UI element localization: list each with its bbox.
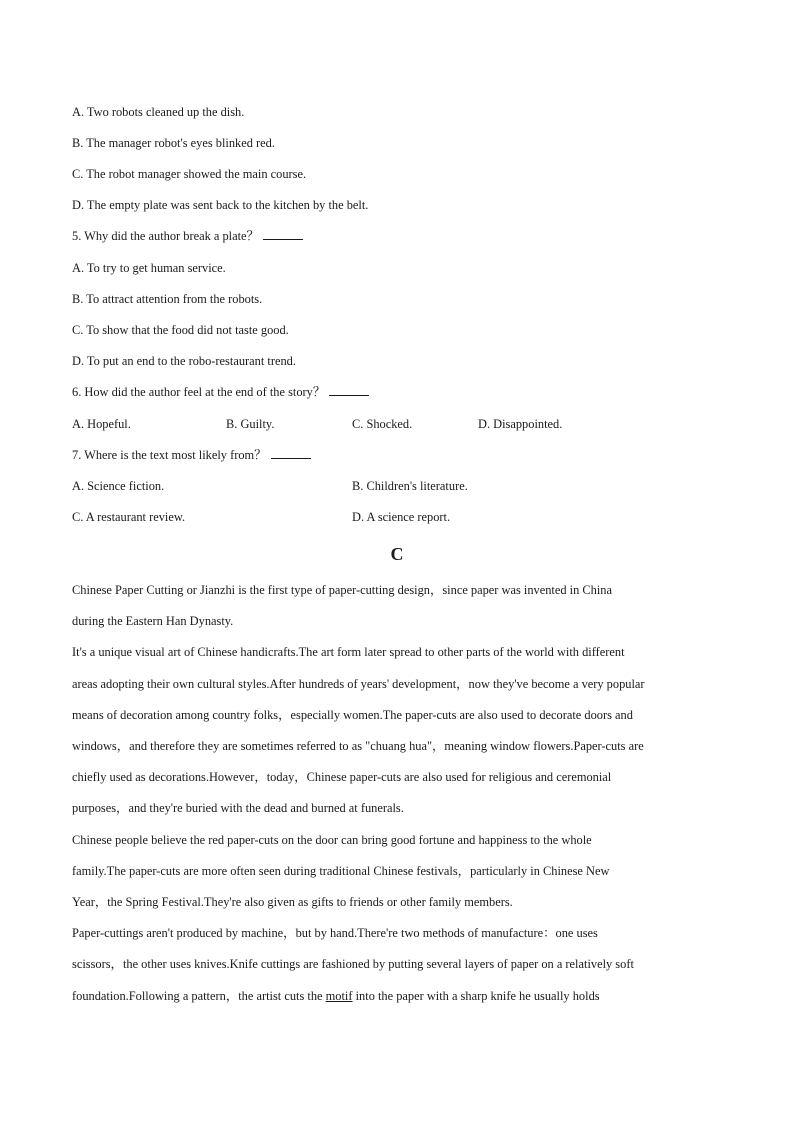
passage-text: foundation.Following a pattern，the artist cuts the bbox=[72, 989, 323, 1003]
q5-option-d: D. To put an end to the robo-restaurant trend. bbox=[72, 354, 296, 368]
q7-option-d: D. A science report. bbox=[352, 510, 451, 524]
q5-option-c: C. To show that the food did not taste good. bbox=[72, 323, 289, 337]
q7-stem bbox=[72, 447, 311, 463]
q5-option-a: A. To try to get human service. bbox=[72, 261, 226, 275]
passage-line: It's a unique visual art of Chinese handicrafts.The art form later spread to other parts of the world with different bbox=[72, 645, 625, 659]
q4-option-d: D. The empty plate was sent back to the kitchen by the belt. bbox=[72, 198, 369, 212]
passage-text: into the paper with a sharp knife he usually holds bbox=[355, 989, 600, 1003]
passage-line: Paper-cuttings aren't produced by machine，but by hand.There're two methods of manufacture：one uses bbox=[72, 926, 598, 940]
passage-line: Chinese Paper Cutting or Jianzhi is the first type of paper-cutting design，since paper was invented in China bbox=[72, 583, 612, 597]
q6-option-b: B. Guilty. bbox=[226, 417, 275, 431]
passage-line: Chinese people believe the red paper-cuts on the door can bring good fortune and happiness to the whole bbox=[72, 833, 592, 847]
q6-option-d: D. Disappointed. bbox=[478, 417, 563, 431]
q5-option-b: B. To attract attention from the robots. bbox=[72, 292, 263, 306]
passage-line: windows，and therefore they are sometimes referred to as "chuang hua"，meaning window flowers.Paper-cuts are bbox=[72, 739, 644, 753]
passage-line bbox=[72, 988, 600, 1004]
q5-answer-blank[interactable] bbox=[263, 228, 303, 240]
q7-option-a: A. Science fiction. bbox=[72, 479, 165, 493]
passage-line: scissors，the other uses knives.Knife cuttings are fashioned by putting several layers of paper on a relatively soft bbox=[72, 957, 634, 971]
q5-stem-text: 5. Why did the author break a plate？ bbox=[72, 229, 259, 243]
passage-line: purposes，and they're buried with the dead and burned at funerals. bbox=[72, 801, 404, 815]
q6-option-c: C. Shocked. bbox=[352, 417, 413, 431]
passage-line: Year，the Spring Festival.They're also given as gifts to friends or other family members. bbox=[72, 895, 513, 909]
q7-option-c: C. A restaurant review. bbox=[72, 510, 186, 524]
q6-stem bbox=[72, 384, 369, 400]
q5-stem bbox=[72, 228, 303, 244]
q7-answer-blank[interactable] bbox=[271, 447, 311, 459]
underlined-word-motif: motif bbox=[325, 989, 353, 1003]
section-title: C bbox=[390, 544, 404, 564]
passage-line: during the Eastern Han Dynasty. bbox=[72, 614, 234, 628]
q6-answer-blank[interactable] bbox=[329, 384, 369, 396]
q6-stem-text: 6. How did the author feel at the end of the story？ bbox=[72, 385, 326, 399]
passage-line: means of decoration among country folks，especially women.The paper-cuts are also used to decorate doors and bbox=[72, 708, 633, 722]
passage-line: family.The paper-cuts are more often seen during traditional Chinese festivals，particularly in Chinese New bbox=[72, 864, 610, 878]
passage-line: chiefly used as decorations.However，today，Chinese paper-cuts are also used for religious and ceremonial bbox=[72, 770, 612, 784]
q7-option-b: B. Children's literature. bbox=[352, 479, 468, 493]
q4-option-b: B. The manager robot's eyes blinked red. bbox=[72, 136, 275, 150]
passage-line: areas adopting their own cultural styles.After hundreds of years' development，now they've become a very popular bbox=[72, 677, 645, 691]
q6-option-a: A. Hopeful. bbox=[72, 417, 131, 431]
q4-option-a: A. Two robots cleaned up the dish. bbox=[72, 105, 245, 119]
q4-option-c: C. The robot manager showed the main course. bbox=[72, 167, 307, 181]
q7-stem-text: 7. Where is the text most likely from？ bbox=[72, 448, 267, 462]
